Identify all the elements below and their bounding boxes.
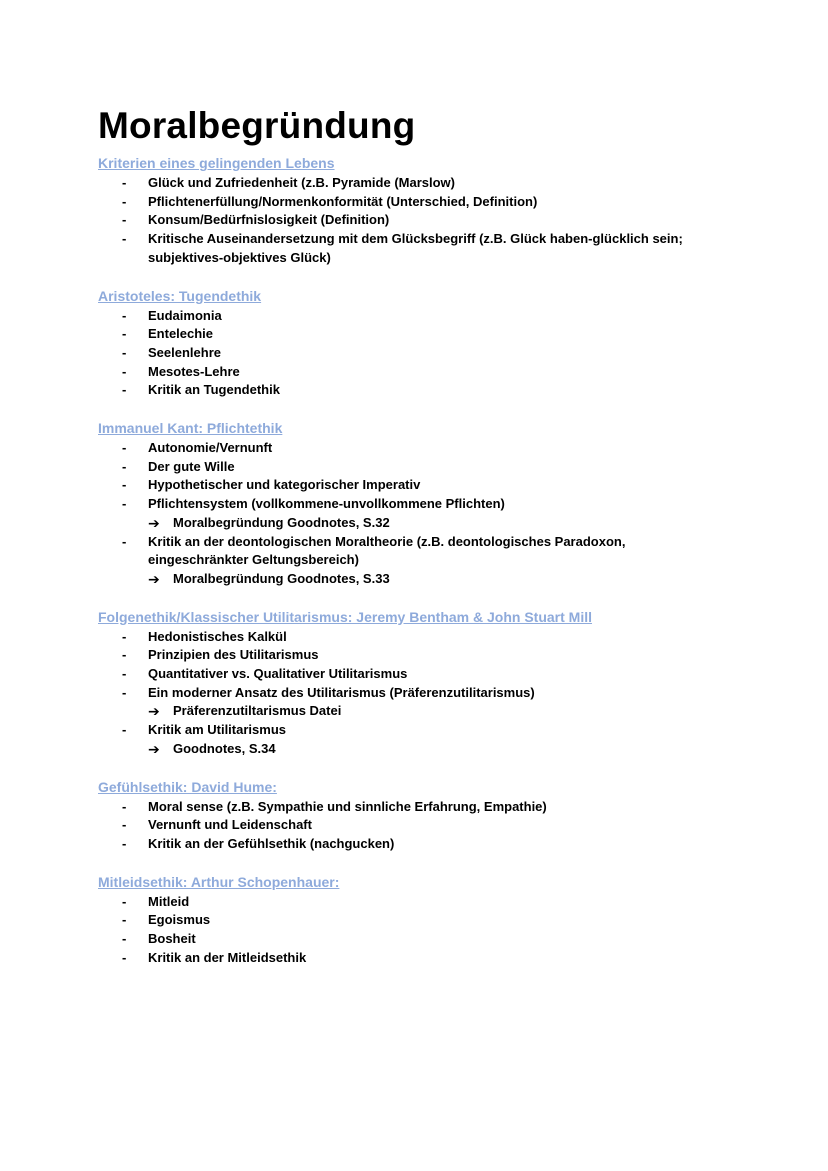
page-title: Moralbegründung bbox=[98, 105, 416, 146]
arrow-right-icon: ➔ bbox=[148, 570, 160, 587]
bullet-list bbox=[98, 628, 738, 759]
list-item-text: Entelechie bbox=[148, 326, 214, 342]
list-item bbox=[98, 930, 738, 949]
list-item-text: Der gute Wille bbox=[148, 458, 235, 474]
sections-container bbox=[98, 154, 738, 968]
list-item bbox=[98, 211, 738, 230]
dash-bullet-icon: - bbox=[122, 212, 127, 228]
section bbox=[98, 154, 738, 268]
list-item-text: Quantitativer vs. Qualitativer Utilitarismus bbox=[148, 666, 408, 682]
bullet-list bbox=[98, 893, 738, 968]
list-item bbox=[98, 363, 738, 382]
list-item-text: Kritik an Tugendethik bbox=[148, 382, 280, 398]
dash-bullet-icon: - bbox=[122, 231, 127, 247]
section-heading: Aristoteles: Tugendethik bbox=[98, 287, 262, 304]
list-item-text: Kritik am Utilitarismus bbox=[148, 722, 286, 738]
dash-bullet-icon: - bbox=[122, 684, 127, 700]
list-item bbox=[98, 344, 738, 363]
list-item bbox=[98, 949, 738, 968]
list-item-text: Konsum/Bedürfnislosigkeit (Definition) bbox=[148, 212, 390, 228]
dash-bullet-icon: - bbox=[122, 193, 127, 209]
list-item bbox=[98, 325, 738, 344]
list-item bbox=[98, 628, 738, 647]
dash-bullet-icon: - bbox=[122, 496, 127, 512]
list-item-text-continued: subjektives-objektives Glück) bbox=[148, 249, 331, 265]
dash-bullet-icon: - bbox=[122, 533, 127, 549]
list-item bbox=[98, 193, 738, 212]
arrow-right-icon: ➔ bbox=[148, 703, 160, 720]
list-item-text: Seelenlehre bbox=[148, 344, 221, 360]
list-item-text: Mitleid bbox=[148, 893, 190, 909]
list-item-text: Hedonistisches Kalkül bbox=[148, 628, 287, 644]
dash-bullet-icon: - bbox=[122, 949, 127, 965]
list-item-text: Glück und Zufriedenheit (z.B. Pyramide (Marslow) bbox=[148, 175, 455, 190]
list-item bbox=[98, 721, 738, 740]
list-item bbox=[98, 798, 738, 817]
arrow-right-icon: ➔ bbox=[148, 514, 160, 531]
list-item-text: Hypothetischer und kategorischer Imperativ bbox=[148, 477, 421, 493]
list-item bbox=[98, 495, 738, 514]
bullet-list bbox=[98, 174, 738, 268]
list-item-text: Autonomie/Vernunft bbox=[148, 440, 273, 456]
list-item-text: Vernunft und Leidenschaft bbox=[148, 817, 312, 833]
dash-bullet-icon: - bbox=[122, 893, 127, 909]
section bbox=[98, 287, 738, 401]
dash-bullet-icon: - bbox=[122, 363, 127, 379]
dash-bullet-icon: - bbox=[122, 382, 127, 398]
sub-reference-item bbox=[98, 570, 738, 589]
list-item bbox=[98, 174, 738, 193]
list-item-text-continued: eingeschränkter Geltungsbereich) bbox=[148, 552, 359, 568]
list-item-text: Egoismus bbox=[148, 912, 211, 928]
list-item-text: Kritik an der Gefühlsethik (nachgucken) bbox=[148, 835, 395, 851]
bullet-list bbox=[98, 307, 738, 401]
section-heading: Folgenethik/Klassischer Utilitarismus: Jeremy Bentham & John Stuart Mill bbox=[98, 608, 593, 625]
list-item-text: Kritik an der deontologischen Moraltheorie (z.B. deontologisches Paradoxon, bbox=[148, 533, 626, 549]
sub-reference-item bbox=[98, 702, 738, 721]
section bbox=[98, 873, 738, 968]
sub-reference-item bbox=[98, 514, 738, 533]
section-heading: Immanuel Kant: Pflichtethik bbox=[98, 420, 283, 437]
list-item-text: Mesotes-Lehre bbox=[148, 363, 240, 379]
list-item bbox=[98, 665, 738, 684]
dash-bullet-icon: - bbox=[122, 912, 127, 928]
section bbox=[98, 778, 738, 854]
dash-bullet-icon: - bbox=[122, 458, 127, 474]
sub-reference-text: Präferenzutiltarismus Datei bbox=[173, 703, 342, 719]
section-heading: Gefühlsethik: David Hume: bbox=[98, 778, 277, 795]
sub-reference-text: Goodnotes, S.34 bbox=[173, 740, 276, 756]
list-item bbox=[98, 816, 738, 835]
arrow-right-icon: ➔ bbox=[148, 740, 160, 757]
list-item-text: Ein moderner Ansatz des Utilitarismus (Präferenzutilitarismus) bbox=[148, 684, 535, 700]
list-item-text: Kritische Auseinandersetzung mit dem Glücksbegriff (z.B. Glück haben-glücklich sein; bbox=[148, 231, 683, 247]
list-item bbox=[98, 439, 738, 458]
dash-bullet-icon: - bbox=[122, 647, 127, 663]
list-item bbox=[98, 381, 738, 400]
list-item-text: Eudaimonia bbox=[148, 307, 222, 323]
list-item bbox=[98, 476, 738, 495]
list-item-text: Moral sense (z.B. Sympathie und sinnliche Erfahrung, Empathie) bbox=[148, 798, 547, 814]
list-item bbox=[98, 893, 738, 912]
sub-reference-text: Moralbegründung Goodnotes, S.33 bbox=[173, 570, 390, 586]
sub-reference-item bbox=[98, 740, 738, 759]
list-item-text: Pflichtensystem (vollkommene-unvollkommene Pflichten) bbox=[148, 496, 505, 512]
list-item-text: Bosheit bbox=[148, 931, 196, 947]
dash-bullet-icon: - bbox=[122, 326, 127, 342]
list-item bbox=[98, 911, 738, 930]
list-item-text: Pflichtenerfüllung/Normenkonformität (Unterschied, Definition) bbox=[148, 193, 538, 209]
list-item bbox=[98, 307, 738, 326]
dash-bullet-icon: - bbox=[122, 798, 127, 814]
dash-bullet-icon: - bbox=[122, 628, 127, 644]
document-page bbox=[98, 104, 738, 987]
dash-bullet-icon: - bbox=[122, 477, 127, 493]
list-item-text: Prinzipien des Utilitarismus bbox=[148, 647, 319, 663]
dash-bullet-icon: - bbox=[122, 817, 127, 833]
dash-bullet-icon: - bbox=[122, 931, 127, 947]
section-heading: Mitleidsethik: Arthur Schopenhauer: bbox=[98, 873, 340, 890]
list-item bbox=[98, 458, 738, 477]
dash-bullet-icon: - bbox=[122, 307, 127, 323]
section bbox=[98, 608, 738, 759]
dash-bullet-icon: - bbox=[122, 835, 127, 851]
dash-bullet-icon: - bbox=[122, 722, 127, 738]
dash-bullet-icon: - bbox=[122, 175, 127, 190]
bullet-list bbox=[98, 439, 738, 589]
section bbox=[98, 419, 738, 589]
list-item bbox=[98, 533, 738, 570]
bullet-list bbox=[98, 798, 738, 854]
list-item bbox=[98, 684, 738, 703]
section-heading: Kriterien eines gelingenden Lebens bbox=[98, 155, 335, 171]
list-item bbox=[98, 835, 738, 854]
dash-bullet-icon: - bbox=[122, 440, 127, 456]
dash-bullet-icon: - bbox=[122, 666, 127, 682]
sub-reference-text: Moralbegründung Goodnotes, S.32 bbox=[173, 514, 390, 530]
list-item bbox=[98, 646, 738, 665]
dash-bullet-icon: - bbox=[122, 344, 127, 360]
list-item bbox=[98, 230, 738, 267]
list-item-text: Kritik an der Mitleidsethik bbox=[148, 949, 307, 965]
